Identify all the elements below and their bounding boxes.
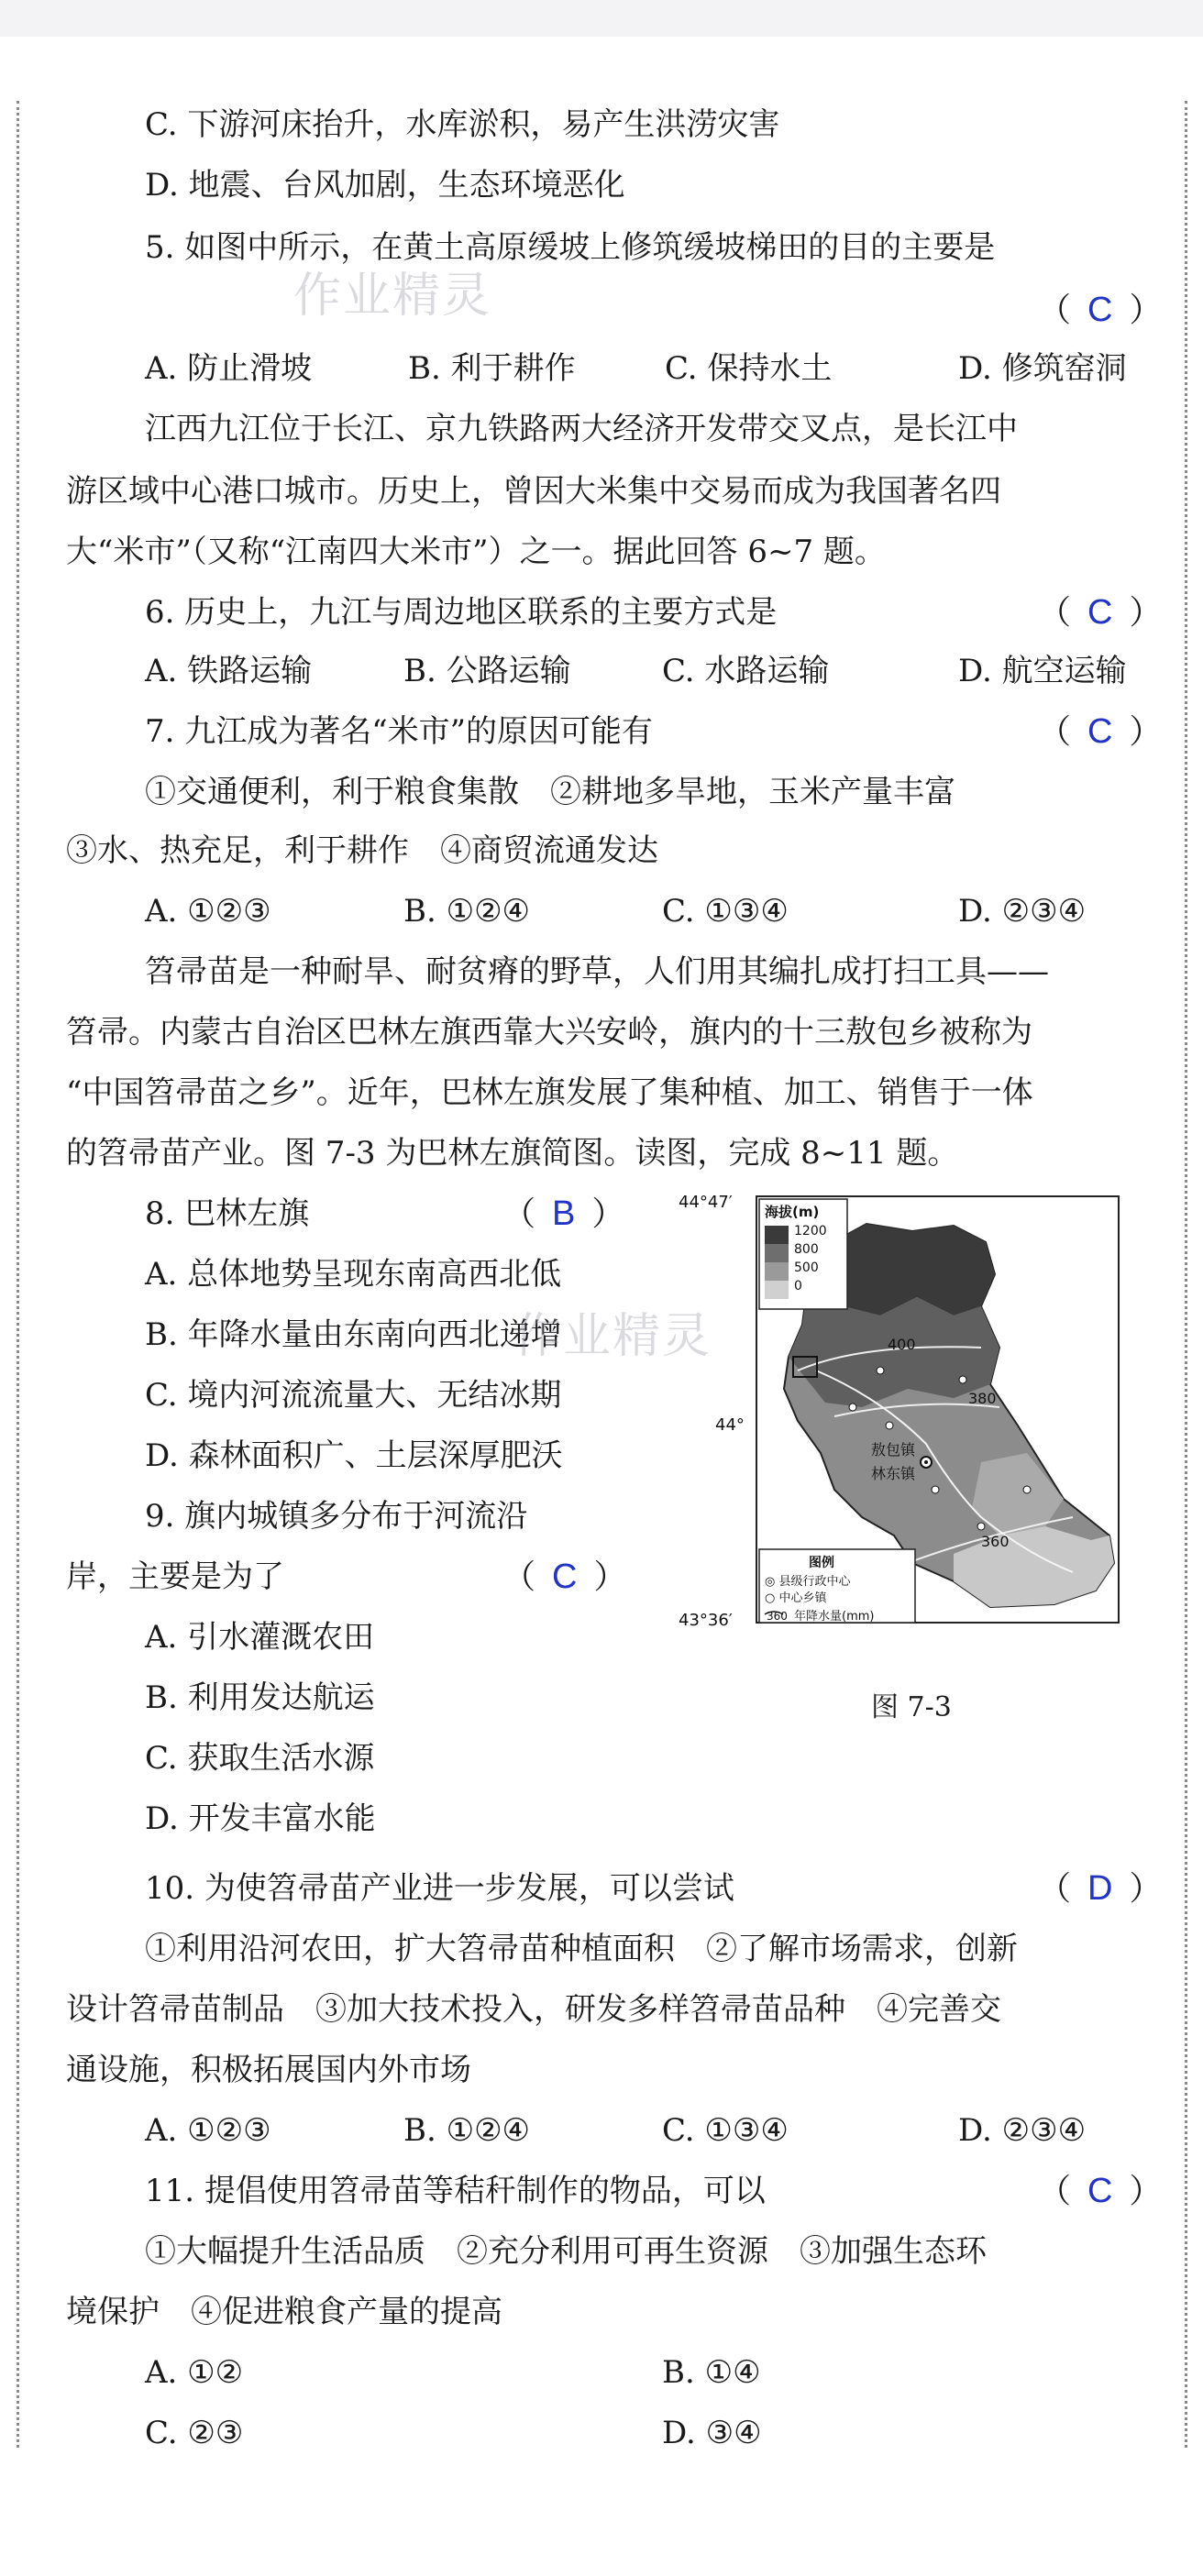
question-10: 10. 为使笤帚苗产业进一步发展，可以尝试: [145, 1870, 734, 1907]
question-8: 8. 巴林左旗: [145, 1195, 310, 1232]
passage-2-line-3: “中国笤帚苗之乡”。近年，巴林左旗发展了集种植、加工、销售于一体: [66, 1074, 1033, 1111]
q10-statement-line-1: ①利用沿河农田，扩大笤帚苗种植面积 ②了解市场需求，创新: [145, 1931, 1018, 1967]
q10-option-b: B. ①②④: [403, 2112, 531, 2149]
elev-swatch-3: [765, 1262, 789, 1281]
figure-caption: 图 7-3: [871, 1691, 952, 1723]
question-11: 11. 提倡使用笤帚苗等秸秆制作的物品，可以: [145, 2173, 766, 2209]
q10-option-d: D. ②③④: [958, 2112, 1087, 2149]
town-label-aobao: 敖包镇: [871, 1441, 916, 1459]
q6-option-c: C. 水路运输: [662, 653, 830, 689]
q5-option-b: B. 利于耕作: [408, 350, 576, 387]
q10-option-c: C. ①③④: [662, 2112, 789, 2149]
q8-option-a: A. 总体地势呈现东南高西北低: [145, 1256, 562, 1293]
q11-option-b: B. ①④: [662, 2354, 761, 2391]
answer-10: （ D ）: [1038, 1869, 1163, 1908]
passage-1-line-2: 游区域中心港口城市。历史上，曾因大米集中交易而成为我国著名四: [66, 473, 1001, 510]
isohyet-label-360: 360: [981, 1533, 1010, 1550]
elev-swatch-4: [765, 1281, 789, 1299]
q11-option-c: C. ②③: [145, 2415, 244, 2451]
passage-2-line-1: 笤帚苗是一种耐旱、耐贫瘠的野草，人们用其编扎成打扫工具——: [145, 953, 1049, 990]
watermark-2: 作业精灵: [513, 1309, 712, 1364]
q5-option-d: D. 修筑窑洞: [958, 350, 1127, 387]
q10-statement-line-3: 通设施，积极拓展国内外市场: [66, 2052, 471, 2088]
q9-option-d: D. 开发丰富水能: [145, 1800, 376, 1837]
elev-swatch-1: [765, 1226, 789, 1244]
map-key-town: ○ 中心乡镇: [765, 1591, 827, 1605]
passage-2-line-2: 笤帚。内蒙古自治区巴林左旗西靠大兴安岭，旗内的十三敖包乡被称为: [66, 1014, 1032, 1051]
q11-option-d: D. ③④: [662, 2415, 762, 2451]
elev-level-4: 0: [794, 1279, 802, 1294]
answer-5: （ C ）: [1038, 291, 1163, 329]
q11-statement-line-1: ①大幅提升生活品质 ②充分利用可再生资源 ③加强生态环: [145, 2233, 987, 2270]
q6-option-d: D. 航空运输: [958, 653, 1127, 689]
answer-7: （ C ）: [1038, 712, 1163, 751]
lat-top-label: 44°47′: [679, 1193, 733, 1212]
answer-6: （ C ）: [1038, 593, 1163, 632]
question-9-line-2: 岸，主要是为了: [66, 1558, 284, 1595]
q9-option-a: A. 引水灌溉农田: [145, 1619, 375, 1656]
q5-option-a: A. 防止滑坡: [145, 350, 313, 387]
q10-statement-line-2: 设计笤帚苗制品 ③加大技术投入，研发多样笤帚苗品种 ④完善交: [66, 1991, 1001, 2028]
elevation-legend-title: 海拔(m): [765, 1204, 820, 1220]
q7-option-c: C. ①③④: [662, 893, 789, 930]
q7-option-b: B. ①②④: [403, 893, 531, 930]
answer-11: （ C ）: [1038, 2172, 1163, 2210]
q6-option-a: A. 铁路运输: [145, 653, 313, 689]
map-key-title: 图例: [809, 1556, 834, 1570]
q4-option-c: C. 下游河床抬升，水库淤积，易产生洪涝灾害: [145, 106, 780, 143]
q7-option-d: D. ②③④: [958, 893, 1087, 930]
q6-option-b: B. 公路运输: [403, 653, 571, 689]
top-band: [0, 0, 1203, 37]
passage-1-line-1: 江西九江位于长江、京九铁路两大经济开发带交叉点，是长江中: [145, 411, 1018, 447]
elev-level-1: 1200: [794, 1224, 827, 1238]
town-label-lindong: 林东镇: [871, 1465, 916, 1482]
elev-level-3: 500: [794, 1260, 819, 1275]
elev-swatch-2: [765, 1244, 789, 1262]
q8-option-d: D. 森林面积广、土层深厚肥沃: [145, 1437, 563, 1474]
q11-statement-line-2: 境保护 ④促进粮食产量的提高: [66, 2294, 502, 2330]
elev-level-2: 800: [794, 1242, 819, 1257]
baarin-left-banner-map: [679, 1187, 1137, 1646]
map-key-county: ◎ 县级行政中心: [765, 1575, 851, 1589]
left-binding-edge: [17, 101, 23, 2448]
question-5: 5. 如图中所示，在黄土高原缓坡上修筑缓坡梯田的目的主要是: [145, 229, 996, 266]
question-6: 6. 历史上，九江与周边地区联系的主要方式是: [145, 594, 778, 631]
question-7: 7. 九江成为著名“米市”的原因可能有: [145, 713, 654, 750]
passage-2-line-4: 的笤帚苗产业。图 7-3 为巴林左旗简图。读图，完成 8~11 题。: [66, 1135, 959, 1172]
map-key-iso-sample: 360: [767, 1610, 788, 1623]
q4-option-d: D. 地震、台风加剧，生态环境恶化: [145, 167, 625, 204]
q8-option-c: C. 境内河流流量大、无结冰期: [145, 1377, 562, 1414]
passage-1-line-3: 大“米市”（又称“江南四大米市”）之一。据此回答 6~7 题。: [66, 534, 886, 570]
lat-mid-label: 44°: [715, 1415, 745, 1435]
q7-statement-line-1: ①交通便利，利于粮食集散 ②耕地多旱地，玉米产量丰富: [145, 774, 955, 810]
q9-option-b: B. 利用发达航运: [145, 1679, 375, 1716]
q11-option-a: A. ①②: [145, 2354, 244, 2391]
lat-bottom-label: 43°36′: [679, 1611, 733, 1630]
q9-option-c: C. 获取生活水源: [145, 1740, 375, 1777]
q7-statement-line-2: ③水、热充足，利于耕作 ④商贸流通发达: [66, 832, 658, 869]
right-binding-edge: [1185, 101, 1191, 2448]
map-key-isohyet: 年降水量(mm): [794, 1610, 875, 1624]
question-9-line-1: 9. 旗内城镇多分布于河流沿: [145, 1498, 528, 1535]
q7-option-a: A. ①②③: [145, 893, 271, 930]
isohyet-label-380: 380: [968, 1390, 997, 1407]
answer-9: （ C ）: [502, 1558, 627, 1596]
isohyet-label-400: 400: [888, 1336, 916, 1353]
q10-option-a: A. ①②③: [145, 2112, 271, 2149]
watermark-1: 作业精灵: [293, 269, 492, 324]
q5-option-c: C. 保持水土: [665, 350, 833, 387]
answer-8: （ B ）: [502, 1194, 625, 1233]
q8-option-b: B. 年降水量由东南向西北递增: [145, 1316, 562, 1353]
